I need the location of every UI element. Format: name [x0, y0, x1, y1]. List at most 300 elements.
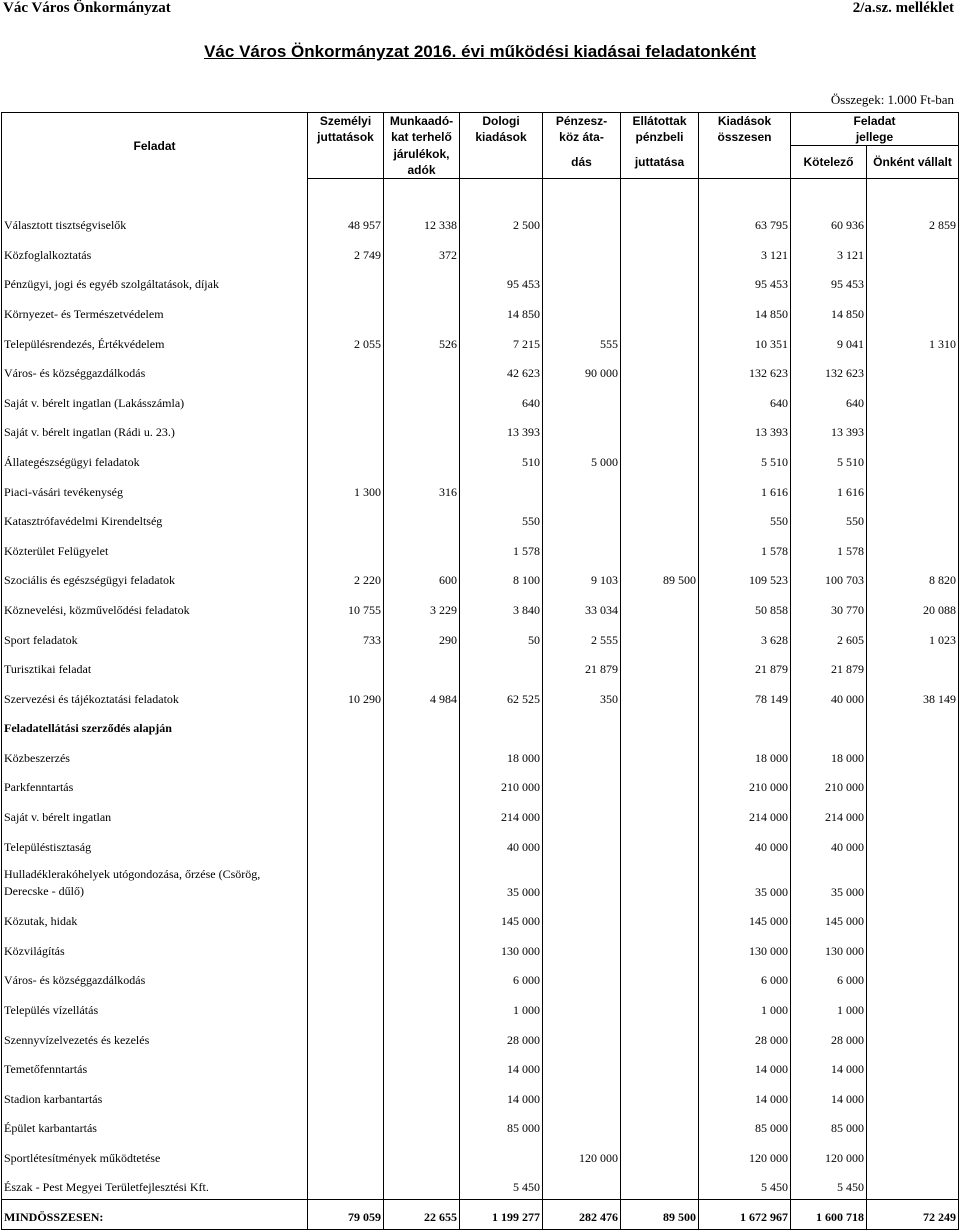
cell-ellatottak	[621, 859, 699, 904]
cell-ellatottak	[621, 1170, 699, 1200]
cell-szemelyi	[308, 992, 384, 1022]
table-row	[2, 799, 959, 829]
cell-osszesen: 1 578	[699, 533, 791, 563]
cell-szemelyi	[308, 504, 384, 534]
cell-munkaado	[384, 1081, 460, 1111]
cell-osszesen: 78 149	[699, 681, 791, 711]
cell-osszesen: 40 000	[699, 829, 791, 859]
cell-osszesen: 130 000	[699, 933, 791, 963]
cell-ellatottak	[621, 770, 699, 800]
cell-label: Köznevelési, közművelődési feladatok	[2, 592, 308, 622]
table-row	[2, 1022, 959, 1052]
cell-munkaado: 600	[384, 563, 460, 593]
col-header-szemelyi-3	[308, 146, 384, 179]
cell-szemelyi	[308, 415, 384, 445]
table-row	[2, 711, 959, 741]
cell-szemelyi	[308, 933, 384, 963]
cell-szemelyi	[308, 652, 384, 682]
cell-dologi: 14 850	[460, 296, 543, 326]
col-header-jellege-2: jellege	[791, 129, 959, 146]
col-header-ellatottak-3: juttatása	[621, 146, 699, 179]
cell-kotelezo: 14 000	[791, 1052, 867, 1082]
cell-szemelyi	[308, 829, 384, 859]
cell-kotelezo: 14 850	[791, 296, 867, 326]
cell-onkent	[867, 711, 959, 741]
cell-osszesen: 5 450	[699, 1170, 791, 1200]
cell-szemelyi: 2 055	[308, 326, 384, 356]
cell-onkent	[867, 652, 959, 682]
cell-munkaado	[384, 267, 460, 297]
cell-osszesen: 5 510	[699, 444, 791, 474]
table-row	[2, 1052, 959, 1082]
document-header-left: Vác Város Önkormányzat	[3, 0, 171, 16]
cell-label: Katasztrófavédelmi Kirendeltség	[2, 504, 308, 534]
cell-dologi: 40 000	[460, 829, 543, 859]
cell-label: Sportlétesítmények működtetése	[2, 1140, 308, 1170]
cell-dologi	[460, 652, 543, 682]
cell-kotelezo: 40 000	[791, 829, 867, 859]
table-row	[2, 415, 959, 445]
cell-penzeszkoz: 9 103	[543, 563, 621, 593]
cell-penzeszkoz	[543, 415, 621, 445]
cell-onkent	[867, 770, 959, 800]
cell-kotelezo	[791, 711, 867, 741]
cell-label: Közfoglalkoztatás	[2, 237, 308, 267]
cell-penzeszkoz	[543, 859, 621, 904]
cell-kotelezo: 1 578	[791, 533, 867, 563]
cell-penzeszkoz	[543, 770, 621, 800]
cell-kotelezo: 6 000	[791, 963, 867, 993]
cell-munkaado: 4 984	[384, 681, 460, 711]
cell-szemelyi: 1 300	[308, 474, 384, 504]
cell-label: Stadion karbantartás	[2, 1081, 308, 1111]
unit-note: Összegek: 1.000 Ft-ban	[830, 92, 954, 107]
total-label: MINDÖSSZESEN:	[2, 1200, 308, 1230]
cell-szemelyi	[308, 356, 384, 386]
cell-dologi: 145 000	[460, 904, 543, 934]
cell-penzeszkoz	[543, 504, 621, 534]
cell-szemelyi	[308, 711, 384, 741]
cell-label: Településrendezés, Értékvédelem	[2, 326, 308, 356]
cell-kotelezo: 60 936	[791, 208, 867, 238]
cell-dologi: 1 000	[460, 992, 543, 1022]
total-penzeszkoz: 282 476	[543, 1200, 621, 1230]
cell-onkent	[867, 963, 959, 993]
cell-szemelyi	[308, 799, 384, 829]
spacer-row	[2, 178, 959, 208]
cell-munkaado	[384, 356, 460, 386]
cell-onkent	[867, 1140, 959, 1170]
expenditure-table	[1, 112, 959, 1230]
cell-ellatottak	[621, 992, 699, 1022]
col-header-szemelyi-1: Személyi	[308, 113, 384, 130]
cell-munkaado	[384, 1170, 460, 1200]
cell-szemelyi	[308, 1052, 384, 1082]
cell-kotelezo: 640	[791, 385, 867, 415]
cell-label: Saját v. bérelt ingatlan (Rádi u. 23.)	[2, 415, 308, 445]
table-row	[2, 1111, 959, 1141]
cell-dologi: 62 525	[460, 681, 543, 711]
cell-osszesen: 14 000	[699, 1081, 791, 1111]
cell-dologi: 510	[460, 444, 543, 474]
cell-penzeszkoz	[543, 740, 621, 770]
table-row	[2, 681, 959, 711]
cell-osszesen: 95 453	[699, 267, 791, 297]
table-row	[2, 504, 959, 534]
spacer-cell	[867, 178, 959, 208]
cell-label: Szervezési és tájékoztatási feladatok	[2, 681, 308, 711]
cell-osszesen: 145 000	[699, 904, 791, 934]
col-header-munkaado-3: járulékok, adók	[384, 146, 460, 179]
cell-kotelezo: 95 453	[791, 267, 867, 297]
cell-dologi: 18 000	[460, 740, 543, 770]
cell-ellatottak	[621, 474, 699, 504]
cell-osszesen: 14 850	[699, 296, 791, 326]
cell-onkent	[867, 385, 959, 415]
cell-ellatottak	[621, 533, 699, 563]
col-header-onkent: Önként vállalt	[867, 146, 959, 179]
cell-ellatottak	[621, 933, 699, 963]
col-header-kiadasok-1: Kiadások	[699, 113, 791, 130]
cell-munkaado: 12 338	[384, 208, 460, 238]
col-header-munkaado-1: Munkaadó-	[384, 113, 460, 130]
table-row	[2, 385, 959, 415]
cell-ellatottak	[621, 326, 699, 356]
col-header-ellatottak-1: Ellátottak	[621, 113, 699, 130]
cell-osszesen: 10 351	[699, 326, 791, 356]
cell-penzeszkoz	[543, 992, 621, 1022]
cell-penzeszkoz	[543, 799, 621, 829]
cell-kotelezo: 14 000	[791, 1081, 867, 1111]
cell-kotelezo: 28 000	[791, 1022, 867, 1052]
cell-label: Saját v. bérelt ingatlan (Lakásszámla)	[2, 385, 308, 415]
total-kotelezo: 1 600 718	[791, 1200, 867, 1230]
spacer-cell	[308, 178, 384, 208]
cell-dologi: 5 450	[460, 1170, 543, 1200]
table-row	[2, 652, 959, 682]
cell-onkent: 1 310	[867, 326, 959, 356]
total-osszesen: 1 672 967	[699, 1200, 791, 1230]
cell-dologi: 7 215	[460, 326, 543, 356]
cell-onkent	[867, 267, 959, 297]
cell-onkent	[867, 296, 959, 326]
cell-kotelezo: 130 000	[791, 933, 867, 963]
table-row	[2, 963, 959, 993]
cell-munkaado	[384, 992, 460, 1022]
cell-penzeszkoz: 5 000	[543, 444, 621, 474]
cell-onkent	[867, 1170, 959, 1200]
table-row	[2, 859, 959, 904]
cell-osszesen: 1 000	[699, 992, 791, 1022]
table-row	[2, 444, 959, 474]
cell-ellatottak	[621, 592, 699, 622]
document-header-right: 2/a.sz. melléklet	[852, 0, 954, 16]
table-row	[2, 829, 959, 859]
cell-kotelezo: 2 605	[791, 622, 867, 652]
cell-szemelyi	[308, 1022, 384, 1052]
table-row	[2, 933, 959, 963]
cell-kotelezo: 30 770	[791, 592, 867, 622]
cell-penzeszkoz: 2 555	[543, 622, 621, 652]
cell-label: Közvilágítás	[2, 933, 308, 963]
spacer-cell	[699, 178, 791, 208]
cell-dologi: 95 453	[460, 267, 543, 297]
cell-penzeszkoz	[543, 1022, 621, 1052]
cell-penzeszkoz	[543, 1052, 621, 1082]
col-header-kotelezo: Kötelező	[791, 146, 867, 179]
cell-penzeszkoz: 33 034	[543, 592, 621, 622]
table-row	[2, 992, 959, 1022]
cell-dologi: 85 000	[460, 1111, 543, 1141]
cell-onkent	[867, 1111, 959, 1141]
cell-dologi	[460, 1140, 543, 1170]
cell-kotelezo: 5 450	[791, 1170, 867, 1200]
cell-dologi	[460, 237, 543, 267]
cell-label: Pénzügyi, jogi és egyéb szolgáltatások, díjak	[2, 267, 308, 297]
cell-onkent	[867, 356, 959, 386]
cell-kotelezo: 1 616	[791, 474, 867, 504]
cell-szemelyi: 48 957	[308, 208, 384, 238]
cell-munkaado	[384, 1052, 460, 1082]
cell-penzeszkoz	[543, 711, 621, 741]
cell-label: Választott tisztségviselők	[2, 208, 308, 238]
cell-ellatottak	[621, 1052, 699, 1082]
cell-osszesen: 14 000	[699, 1052, 791, 1082]
cell-munkaado	[384, 711, 460, 741]
cell-kotelezo: 120 000	[791, 1140, 867, 1170]
cell-dologi	[460, 474, 543, 504]
table-row	[2, 356, 959, 386]
cell-szemelyi	[308, 267, 384, 297]
cell-label: Sport feladatok	[2, 622, 308, 652]
cell-kotelezo: 210 000	[791, 770, 867, 800]
cell-munkaado: 372	[384, 237, 460, 267]
cell-onkent	[867, 504, 959, 534]
table-row	[2, 592, 959, 622]
cell-munkaado	[384, 963, 460, 993]
table-row	[2, 296, 959, 326]
cell-szemelyi	[308, 1111, 384, 1141]
cell-kotelezo: 550	[791, 504, 867, 534]
cell-ellatottak	[621, 681, 699, 711]
cell-penzeszkoz: 555	[543, 326, 621, 356]
cell-dologi: 8 100	[460, 563, 543, 593]
cell-munkaado	[384, 799, 460, 829]
cell-penzeszkoz	[543, 533, 621, 563]
cell-onkent	[867, 444, 959, 474]
table-row	[2, 237, 959, 267]
cell-ellatottak	[621, 504, 699, 534]
cell-label: Turisztikai feladat	[2, 652, 308, 682]
cell-penzeszkoz	[543, 1170, 621, 1200]
cell-dologi: 2 500	[460, 208, 543, 238]
cell-dologi: 14 000	[460, 1052, 543, 1082]
cell-ellatottak	[621, 356, 699, 386]
cell-dologi: 28 000	[460, 1022, 543, 1052]
spacer-cell	[543, 178, 621, 208]
cell-ellatottak: 89 500	[621, 563, 699, 593]
cell-munkaado	[384, 444, 460, 474]
col-header-jellege-1: Feladat	[791, 113, 959, 130]
cell-label: Szennyvízelvezetés és kezelés	[2, 1022, 308, 1052]
cell-onkent	[867, 1052, 959, 1082]
cell-munkaado	[384, 933, 460, 963]
cell-ellatottak	[621, 963, 699, 993]
cell-kotelezo: 3 121	[791, 237, 867, 267]
cell-dologi: 3 840	[460, 592, 543, 622]
cell-label: Település vízellátás	[2, 992, 308, 1022]
cell-onkent: 20 088	[867, 592, 959, 622]
table-row	[2, 1170, 959, 1200]
cell-label: Környezet- és Természetvédelem	[2, 296, 308, 326]
total-ellatottak: 89 500	[621, 1200, 699, 1230]
cell-szemelyi	[308, 1170, 384, 1200]
table-row	[2, 622, 959, 652]
col-header-ellatottak-2: pénzbeli	[621, 129, 699, 146]
cell-label: Állategészségügyi feladatok	[2, 444, 308, 474]
cell-dologi: 13 393	[460, 415, 543, 445]
cell-ellatottak	[621, 1022, 699, 1052]
cell-szemelyi: 733	[308, 622, 384, 652]
cell-szemelyi	[308, 1081, 384, 1111]
table-body	[2, 178, 959, 1229]
cell-ellatottak	[621, 711, 699, 741]
cell-penzeszkoz	[543, 296, 621, 326]
cell-onkent	[867, 474, 959, 504]
cell-label: Közbeszerzés	[2, 740, 308, 770]
cell-szemelyi: 2 749	[308, 237, 384, 267]
cell-munkaado	[384, 1111, 460, 1141]
total-row	[2, 1200, 959, 1230]
cell-kotelezo: 35 000	[791, 859, 867, 904]
cell-ellatottak	[621, 385, 699, 415]
cell-szemelyi	[308, 770, 384, 800]
cell-szemelyi: 10 755	[308, 592, 384, 622]
cell-munkaado	[384, 770, 460, 800]
col-header-munkaado-2: kat terhelő	[384, 129, 460, 146]
cell-ellatottak	[621, 1081, 699, 1111]
cell-onkent	[867, 740, 959, 770]
cell-osszesen: 210 000	[699, 770, 791, 800]
cell-onkent	[867, 1022, 959, 1052]
cell-onkent	[867, 799, 959, 829]
cell-kotelezo: 85 000	[791, 1111, 867, 1141]
page-title: Vác Város Önkormányzat 2016. évi működési kiadásai feladatonként	[204, 42, 756, 61]
cell-munkaado	[384, 385, 460, 415]
cell-munkaado	[384, 652, 460, 682]
cell-osszesen: 132 623	[699, 356, 791, 386]
cell-kotelezo: 100 703	[791, 563, 867, 593]
cell-dologi: 14 000	[460, 1081, 543, 1111]
cell-osszesen: 6 000	[699, 963, 791, 993]
cell-kotelezo: 214 000	[791, 799, 867, 829]
cell-ellatottak	[621, 740, 699, 770]
cell-kotelezo: 21 879	[791, 652, 867, 682]
spacer-cell	[791, 178, 867, 208]
cell-szemelyi: 2 220	[308, 563, 384, 593]
cell-szemelyi	[308, 385, 384, 415]
cell-penzeszkoz: 90 000	[543, 356, 621, 386]
cell-penzeszkoz	[543, 267, 621, 297]
cell-label: Saját v. bérelt ingatlan	[2, 799, 308, 829]
cell-dologi: 214 000	[460, 799, 543, 829]
cell-osszesen: 1 616	[699, 474, 791, 504]
cell-dologi: 640	[460, 385, 543, 415]
cell-label: Város- és községgazdálkodás	[2, 356, 308, 386]
col-header-penzeszkoz-1: Pénzesz-	[543, 113, 621, 130]
cell-kotelezo: 9 041	[791, 326, 867, 356]
cell-penzeszkoz	[543, 933, 621, 963]
table-header	[2, 113, 959, 179]
cell-osszesen: 85 000	[699, 1111, 791, 1141]
col-header-dologi-2: kiadások	[460, 129, 543, 146]
cell-dologi: 210 000	[460, 770, 543, 800]
cell-munkaado	[384, 859, 460, 904]
cell-szemelyi	[308, 1140, 384, 1170]
table-row	[2, 1081, 959, 1111]
cell-penzeszkoz	[543, 237, 621, 267]
cell-onkent	[867, 933, 959, 963]
spacer-cell	[2, 178, 308, 208]
cell-onkent	[867, 859, 959, 904]
cell-label: Közterület Felügyelet	[2, 533, 308, 563]
col-header-feladat: Feladat	[2, 113, 308, 179]
cell-label: Településtisztaság	[2, 829, 308, 859]
col-header-dologi-3	[460, 146, 543, 179]
cell-osszesen: 28 000	[699, 1022, 791, 1052]
cell-penzeszkoz	[543, 1111, 621, 1141]
table-row	[2, 208, 959, 238]
cell-osszesen: 63 795	[699, 208, 791, 238]
table-row	[2, 1140, 959, 1170]
cell-szemelyi	[308, 444, 384, 474]
cell-penzeszkoz	[543, 963, 621, 993]
cell-penzeszkoz: 120 000	[543, 1140, 621, 1170]
cell-onkent	[867, 533, 959, 563]
cell-ellatottak	[621, 622, 699, 652]
cell-ellatottak	[621, 237, 699, 267]
cell-onkent: 8 820	[867, 563, 959, 593]
cell-osszesen: 21 879	[699, 652, 791, 682]
cell-osszesen: 18 000	[699, 740, 791, 770]
total-szemelyi: 79 059	[308, 1200, 384, 1230]
cell-onkent	[867, 829, 959, 859]
cell-dologi: 35 000	[460, 859, 543, 904]
cell-szemelyi	[308, 963, 384, 993]
cell-munkaado	[384, 296, 460, 326]
cell-ellatottak	[621, 296, 699, 326]
cell-label: Szociális és egészségügyi feladatok	[2, 563, 308, 593]
spacer-cell	[460, 178, 543, 208]
cell-osszesen: 50 858	[699, 592, 791, 622]
cell-penzeszkoz	[543, 385, 621, 415]
cell-osszesen: 640	[699, 385, 791, 415]
total-dologi: 1 199 277	[460, 1200, 543, 1230]
table-row	[2, 904, 959, 934]
cell-onkent	[867, 904, 959, 934]
cell-penzeszkoz	[543, 208, 621, 238]
cell-osszesen: 214 000	[699, 799, 791, 829]
cell-kotelezo: 18 000	[791, 740, 867, 770]
cell-osszesen: 13 393	[699, 415, 791, 445]
table-row	[2, 267, 959, 297]
cell-label: Temetőfenntartás	[2, 1052, 308, 1082]
cell-szemelyi	[308, 859, 384, 904]
cell-munkaado	[384, 1022, 460, 1052]
cell-munkaado: 3 229	[384, 592, 460, 622]
cell-dologi: 42 623	[460, 356, 543, 386]
total-onkent: 72 249	[867, 1200, 959, 1230]
